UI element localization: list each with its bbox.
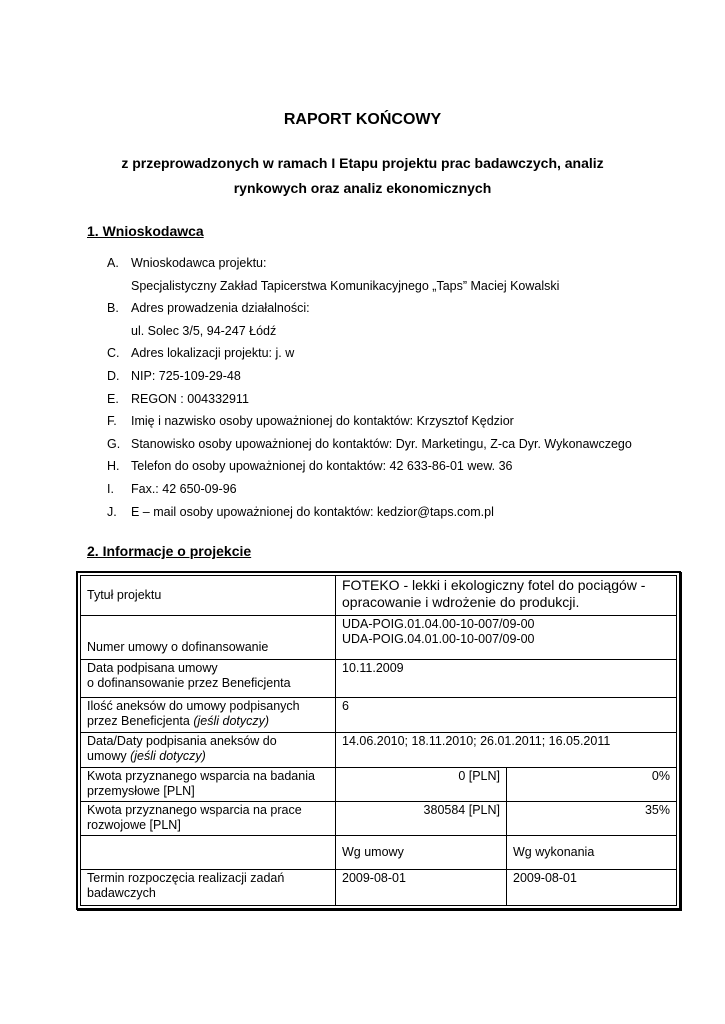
table-row: [81, 576, 677, 616]
subtitle-line-2: rynkowych oraz analiz ekonomicznych: [233, 180, 492, 196]
cell-value: 6: [336, 698, 677, 733]
table-row: [81, 616, 677, 660]
cell-percent: 35%: [507, 801, 677, 835]
cell-value: FOTEKO - lekki i ekologiczny fotel do pociągów - opracowanie i wdrożenie do produkcji.: [336, 576, 677, 616]
document-subtitle: [90, 151, 635, 201]
column-header-wg-wykonania: Wg wykonania: [507, 835, 677, 869]
table-row: [81, 835, 677, 869]
cell-percent: 0%: [507, 767, 677, 801]
cell-label: Numer umowy o dofinansowanie: [81, 616, 336, 660]
table-row: [81, 869, 677, 905]
cell-label: Kwota przyznanego wsparcia na prace rozwojowe [PLN]: [81, 801, 336, 835]
cell-label: Kwota przyznanego wsparcia na badania przemysłowe [PLN]: [81, 767, 336, 801]
document-title: RAPORT KOŃCOWY: [283, 111, 442, 128]
subtitle-line-1: z przeprowadzonych w ramach I Etapu projektu prac badawczych, analiz: [121, 155, 604, 171]
cell-label: Termin rozpoczęcia realizacji zadań badawczych: [81, 869, 336, 905]
cell-label: Tytuł projektu: [81, 576, 336, 616]
column-header-wg-umowy: Wg umowy: [336, 835, 507, 869]
cell-empty: [81, 835, 336, 869]
cell-value: 0 [PLN]: [336, 767, 507, 801]
cell-label: Ilość aneksów do umowy podpisanych przez Beneficjenta (jeśli dotyczy): [81, 698, 336, 733]
cell-value: UDA-POIG.01.04.00-10-007/09-00 UDA-POIG.04.01.00-10-007/09-00: [336, 616, 677, 660]
cell-value: 14.06.2010; 18.11.2010; 26.01.2011; 16.05.2011: [336, 733, 677, 767]
table-row: [81, 660, 677, 698]
section-1-heading: 1. Wnioskodawca: [87, 223, 204, 239]
cell-label: Data/Daty podpisania aneksów do umowy (jeśli dotyczy): [81, 733, 336, 767]
cell-label: Data podpisana umowy o dofinansowanie przez Beneficjenta: [81, 660, 336, 698]
table-row: [81, 733, 677, 767]
cell-value: 380584 [PLN]: [336, 801, 507, 835]
table-row: [81, 698, 677, 733]
cell-value: 2009-08-01: [507, 869, 677, 905]
cell-value: 10.11.2009: [336, 660, 677, 698]
cell-value: 2009-08-01: [336, 869, 507, 905]
section-2-heading: 2. Informacje o projekcie: [87, 543, 252, 559]
table-row: [81, 767, 677, 801]
project-info-table: [76, 571, 681, 910]
table-row: [81, 801, 677, 835]
